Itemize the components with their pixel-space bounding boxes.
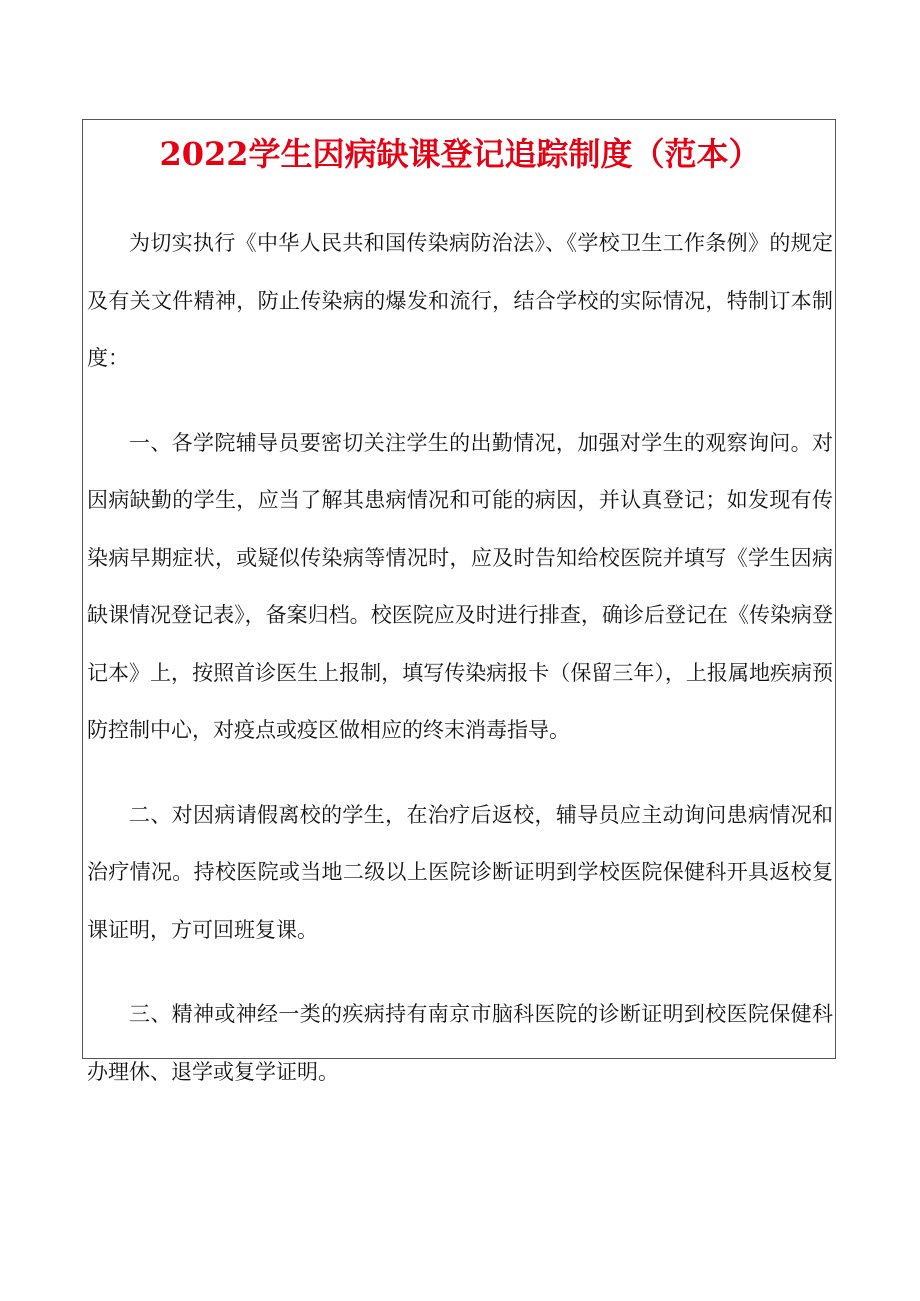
paragraph-item-2: 二、对因病请假离校的学生，在治疗后返校，辅导员应主动询问患病情况和治疗情况。持校医院或当地二级以上医院诊断证明到学校医院保健科开具返校复课证明，方可回班复课。 (87, 802, 833, 942)
document-title: 2022学生因病缺课登记追踪制度（范本） (159, 135, 761, 173)
paragraph-item-1: 一、各学院辅导员要密切关注学生的出勤情况，加强对学生的观察询问。对因病缺勤的学生，应当了解其患病情况和可能的病因，并认真登记；如发现有传染病早期症状，或疑似传染病等情况时，应及时告知给校医院并填写《学生因病缺课情况登记表》，备案归档。校医院应及时进行排查，确诊后登记在《传染病登记本》上，按照首诊医生上报制，填写传染病报卡（保留三年），上报属地疾病预防控制中心，对疫点或疫区做相应的终末消毒指导。 (87, 430, 833, 742)
paragraph-intro: 为切实执行《中华人民共和国传染病防治法》、《学校卫生工作条例》的规定及有关文件精神，防止传染病的爆发和流行，结合学校的实际情况，特制订本制度： (87, 231, 833, 370)
document-frame (82, 119, 836, 1084)
paragraph-item-3: 三、精神或神经一类的疾病持有南京市脑科医院的诊断证明到校医院保健科办理休、退学或复学证明。 (87, 1002, 833, 1084)
document-body (87, 215, 833, 1128)
